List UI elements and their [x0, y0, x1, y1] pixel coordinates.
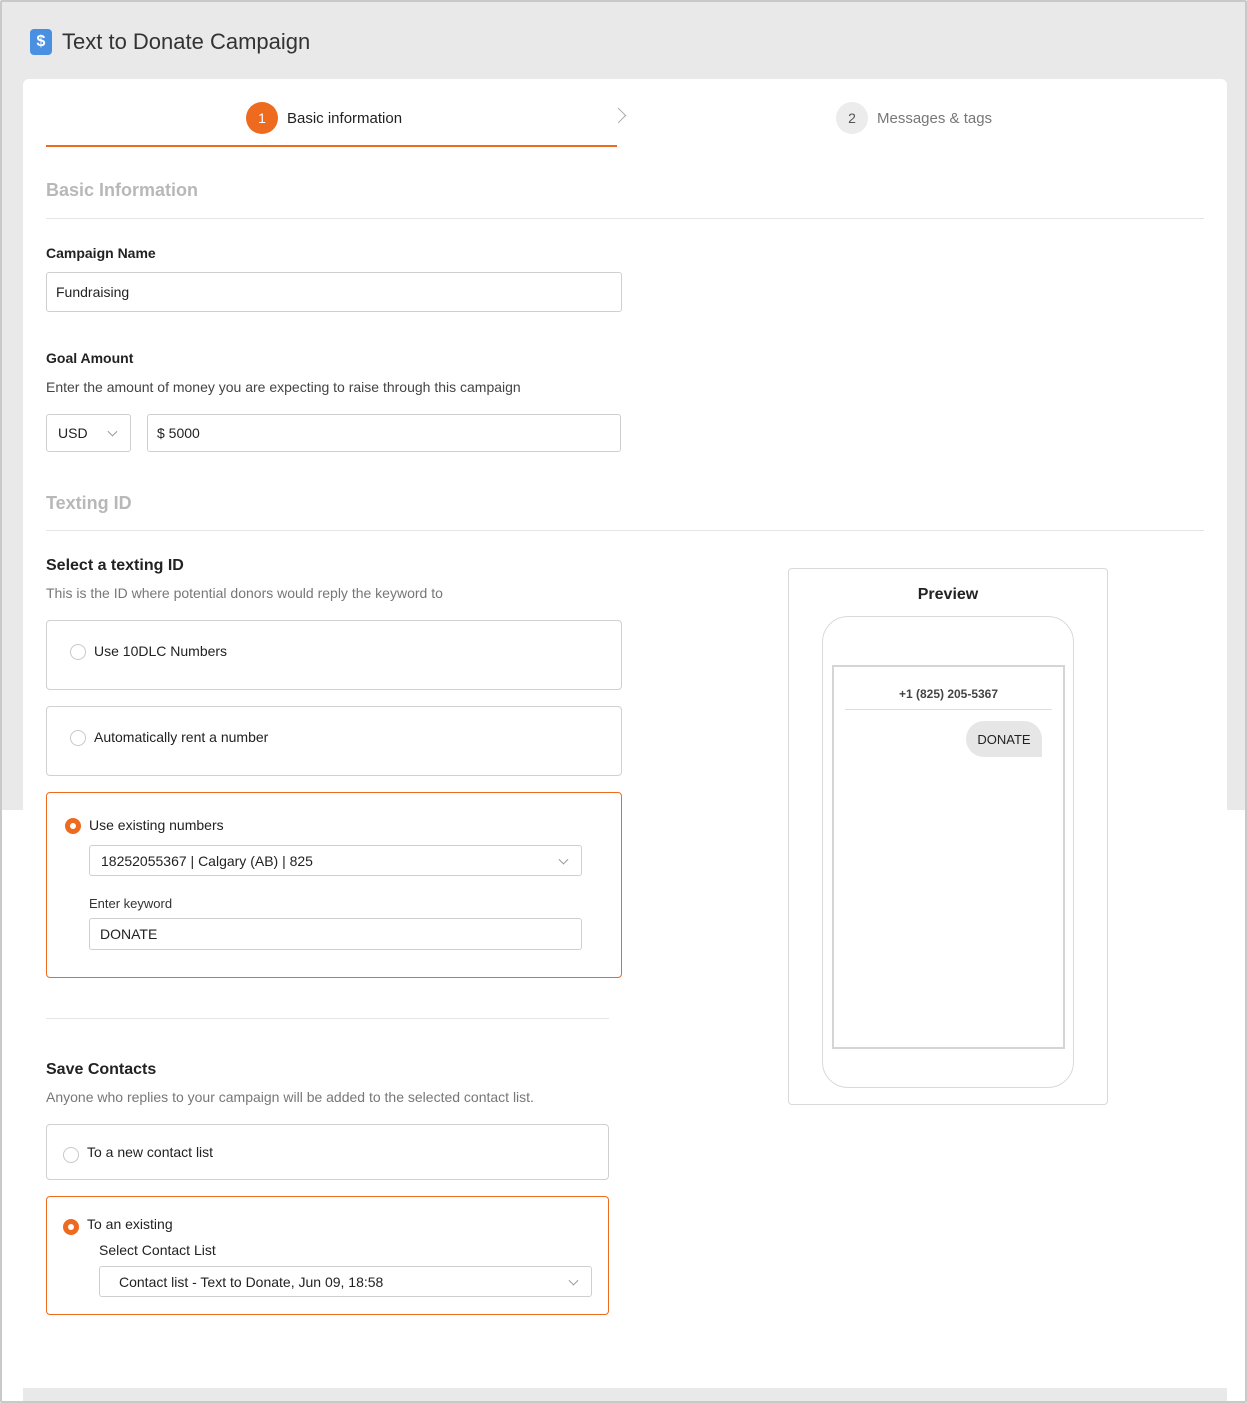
contact-list-select[interactable]	[99, 1266, 592, 1297]
option-label: Use 10DLC Numbers	[94, 643, 228, 659]
step-label: Messages & tags	[877, 109, 993, 127]
section-title-basic-information: Basic Information	[46, 180, 199, 200]
divider	[46, 1018, 609, 1019]
dollar-icon: $	[30, 29, 52, 55]
contact-list-value: Contact list - Text to Donate, Jun 09, 18:58	[119, 1273, 384, 1290]
divider	[46, 218, 1204, 219]
goal-amount-input[interactable]: $ 5000	[147, 414, 621, 452]
option-label: To a new contact list	[87, 1144, 214, 1160]
divider	[845, 709, 1052, 710]
option-label: Automatically rent a number	[94, 729, 269, 745]
page-title: Text to Donate Campaign	[62, 29, 311, 54]
radio-button-selected[interactable]	[63, 1219, 79, 1235]
divider	[46, 530, 1204, 531]
chevron-right-icon	[611, 108, 627, 124]
select-texting-id-help: This is the ID where potential donors would reply the keyword to	[46, 585, 443, 601]
option-existing-contact-list[interactable]	[46, 1196, 609, 1315]
footer-bar	[23, 1388, 1227, 1403]
existing-number-select[interactable]	[89, 845, 582, 876]
option-automatically-rent-number[interactable]	[46, 706, 622, 776]
save-contacts-title: Save Contacts	[46, 1061, 157, 1078]
phone-mockup	[822, 616, 1074, 1088]
option-use-10dlc-numbers[interactable]	[46, 620, 622, 690]
currency-value: USD	[58, 425, 88, 441]
goal-amount-help: Enter the amount of money you are expecting to raise through this campaign	[46, 379, 521, 395]
step-number-badge: 1	[246, 102, 278, 134]
existing-number-value: 18252055367 | Calgary (AB) | 825	[101, 852, 313, 869]
option-use-existing-numbers[interactable]	[46, 792, 622, 978]
preview-phone-number: +1 (825) 205-5367	[898, 687, 999, 701]
goal-amount-label: Goal Amount	[46, 350, 134, 366]
step-number-badge: 2	[836, 102, 868, 134]
message-bubble: DONATE	[966, 721, 1042, 757]
campaign-form-card	[23, 79, 1227, 1399]
campaign-name-input[interactable]: Fundraising	[46, 272, 622, 312]
chevron-down-icon	[108, 427, 118, 437]
radio-button-selected[interactable]	[65, 818, 81, 834]
chevron-down-icon	[569, 1275, 579, 1285]
chevron-down-icon	[559, 854, 569, 864]
save-contacts-help: Anyone who replies to your campaign will be added to the selected contact list.	[46, 1089, 534, 1105]
campaign-name-label: Campaign Name	[46, 245, 156, 261]
radio-button[interactable]	[63, 1147, 79, 1163]
select-contact-list-label: Select Contact List	[99, 1242, 216, 1258]
keyword-input[interactable]: DONATE	[89, 918, 582, 950]
page-header	[30, 28, 310, 56]
active-step-underline	[46, 145, 617, 147]
radio-button[interactable]	[70, 644, 86, 660]
step-label: Basic information	[287, 109, 403, 127]
radio-button[interactable]	[70, 730, 86, 746]
step-messages-tags[interactable]	[836, 102, 992, 134]
preview-title: Preview	[917, 586, 979, 603]
currency-select[interactable]	[46, 414, 131, 452]
select-texting-id-label: Select a texting ID	[46, 557, 184, 574]
section-title-texting-id: Texting ID	[46, 493, 132, 513]
option-new-contact-list[interactable]	[46, 1124, 609, 1180]
option-label: Use existing numbers	[89, 817, 224, 833]
option-label: To an existing	[87, 1216, 173, 1232]
step-basic-information[interactable]	[246, 102, 402, 134]
phone-screen	[832, 665, 1065, 1049]
keyword-label: Enter keyword	[89, 896, 173, 911]
preview-panel	[788, 568, 1108, 1105]
